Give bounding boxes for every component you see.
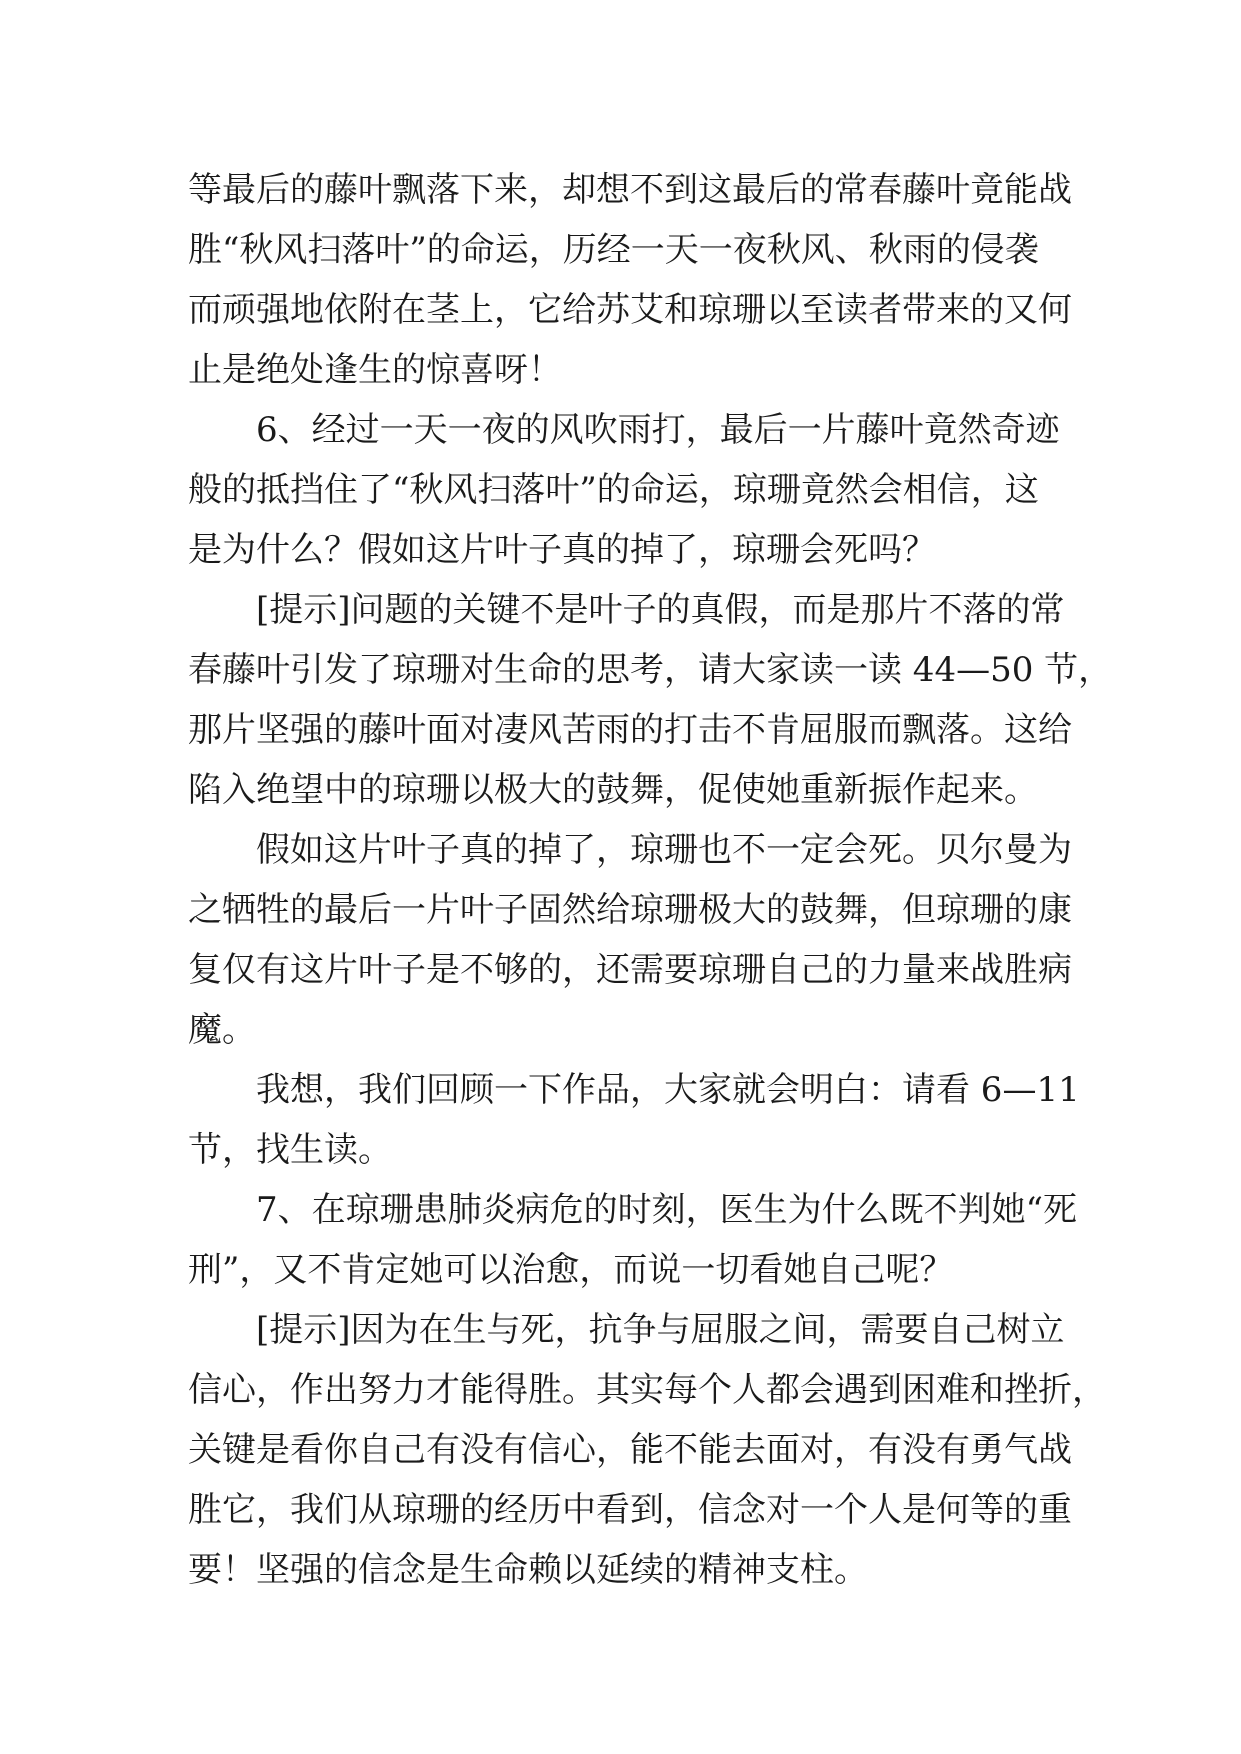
text-line-14: 复仅有这片叶子是不够的，还需要琼珊自己的力量来战胜病 bbox=[188, 950, 1072, 990]
text-line-15: 魔。 bbox=[188, 1010, 256, 1050]
text-line-2: 胜“秋风扫落叶”的命运，历经一天一夜秋风、秋雨的侵袭 bbox=[188, 230, 1039, 270]
text-line-21: 信心，作出努力才能得胜。其实每个人都会遇到困难和挫折， bbox=[188, 1370, 1106, 1410]
text-line-11: 陷入绝望中的琼珊以极大的鼓舞，促使她重新振作起来。 bbox=[188, 770, 1038, 810]
text-line-23: 胜它，我们从琼珊的经历中看到，信念对一个人是何等的重 bbox=[188, 1490, 1072, 1530]
text-line-20: [提示]因为在生与死，抗争与屈服之间，需要自己树立 bbox=[256, 1310, 1065, 1350]
text-line-7: 是为什么？假如这片叶子真的掉了，琼珊会死吗？ bbox=[188, 530, 936, 570]
text-line-3: 而顽强地依附在茎上，它给苏艾和琼珊以至读者带来的又何 bbox=[188, 290, 1072, 330]
text-line-4: 止是绝处逢生的惊喜呀！ bbox=[188, 350, 562, 390]
text-line-12: 假如这片叶子真的掉了，琼珊也不一定会死。贝尔曼为 bbox=[256, 830, 1072, 870]
document-body bbox=[188, 160, 1113, 1600]
text-line-13: 之牺牲的最后一片叶子固然给琼珊极大的鼓舞，但琼珊的康 bbox=[188, 890, 1072, 930]
text-line-6: 般的抵挡住了“秋风扫落叶”的命运，琼珊竟然会相信，这 bbox=[188, 470, 1039, 510]
text-line-10: 那片坚强的藤叶面对凄风苦雨的打击不肯屈服而飘落。这给 bbox=[188, 710, 1072, 750]
text-line-24: 要！坚强的信念是生命赖以延续的精神支柱。 bbox=[188, 1550, 868, 1590]
text-line-18: 7、在琼珊患肺炎病危的时刻，医生为什么既不判她“死 bbox=[256, 1190, 1078, 1230]
text-line-22: 关键是看你自己有没有信心，能不能去面对，有没有勇气战 bbox=[188, 1430, 1072, 1470]
text-line-8: [提示]问题的关键不是叶子的真假，而是那片不落的常 bbox=[256, 590, 1065, 630]
text-line-1: 等最后的藤叶飘落下来，却想不到这最后的常春藤叶竟能战 bbox=[188, 170, 1072, 210]
text-line-16: 我想，我们回顾一下作品，大家就会明白：请看 6—11 bbox=[256, 1070, 1080, 1110]
text-line-5: 6、经过一天一夜的风吹雨打，最后一片藤叶竟然奇迹 bbox=[256, 410, 1060, 450]
text-line-19: 刑”，又不肯定她可以治愈，而说一切看她自己呢？ bbox=[188, 1250, 954, 1290]
text-line-17: 节，找生读。 bbox=[188, 1130, 392, 1170]
text-line-9: 春藤叶引发了琼珊对生命的思考，请大家读一读 44—50 节， bbox=[188, 650, 1113, 690]
